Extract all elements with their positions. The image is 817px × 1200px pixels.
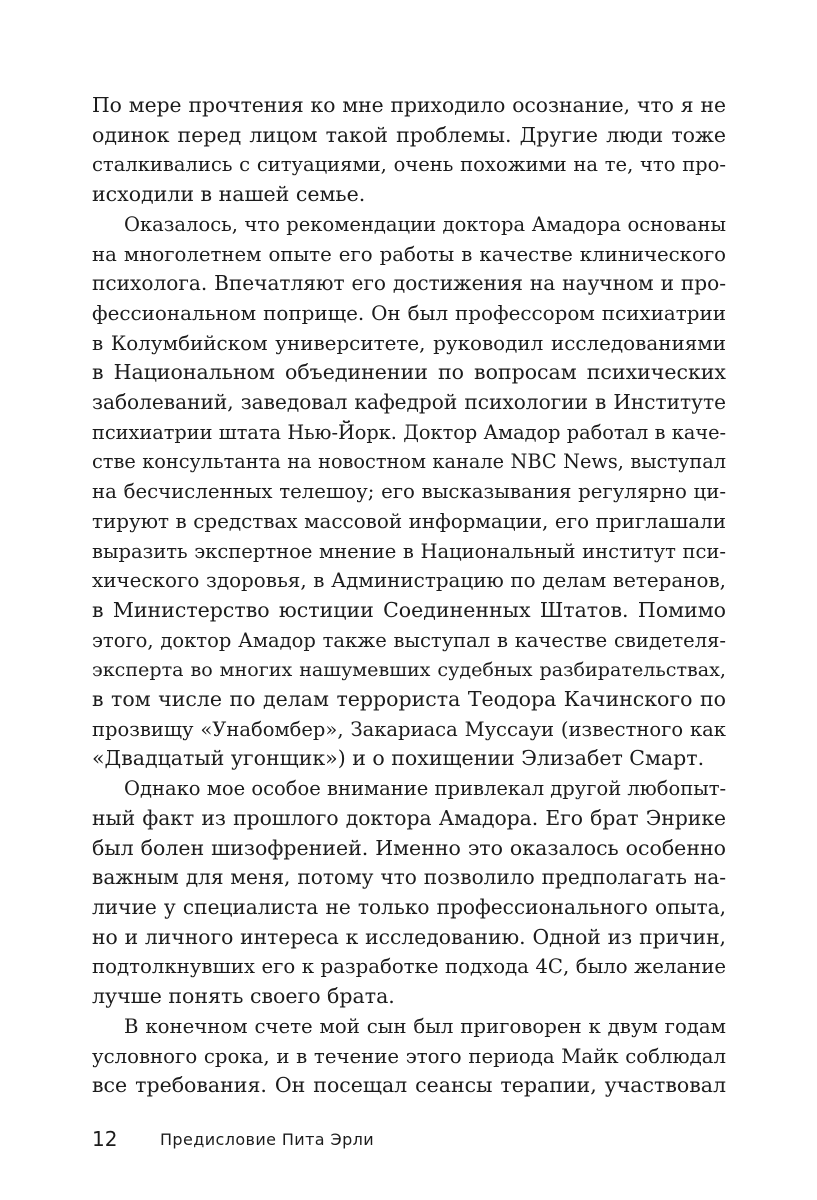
paragraph bbox=[92, 210, 726, 774]
paragraph bbox=[92, 774, 726, 1012]
text-line: важным для меня, потому что позволило предполагать на- bbox=[92, 865, 726, 890]
text-line: на многолетнем опыте его работы в качестве клинического bbox=[92, 242, 726, 266]
text-line: прозвищу «Унабомбер», Закариаса Муссауи (известного как bbox=[92, 717, 726, 741]
paragraph bbox=[92, 91, 726, 210]
text-line: все требования. Он посещал сеансы терапии, участвовал bbox=[92, 1073, 726, 1098]
text-line: в Министерство юстиции Соединенных Штатов. Помимо bbox=[92, 597, 726, 622]
paragraph bbox=[92, 1012, 726, 1101]
text-line: фессиональном поприще. Он был профессором психиатрии bbox=[92, 301, 726, 325]
text-line: но и личного интереса к исследованию. Одной из причин, bbox=[92, 924, 726, 949]
text-line: на бесчисленных телешоу; его высказывания регулярно ци- bbox=[92, 480, 726, 504]
text-line: «Двадцатый угонщик») и о похищении Элизабет Смарт. bbox=[92, 746, 705, 771]
page-number: 12 bbox=[92, 1127, 118, 1151]
text-line: в Колумбийском университете, руководил исследованиями bbox=[92, 331, 726, 355]
text-line: По мере прочтения ко мне приходило осознание, что я не bbox=[92, 93, 726, 117]
text-line: подтолкнувших его к разработке подхода 4С, было желание bbox=[92, 955, 726, 979]
text-line: лучше понять своего брата. bbox=[92, 984, 395, 1009]
text-line: ный факт из прошлого доктора Амадора. Его брат Энрике bbox=[92, 805, 726, 830]
text-line: эксперта во многих нашумевших судебных разбирательствах, bbox=[92, 658, 726, 682]
page-footer bbox=[92, 1126, 726, 1156]
text-line: тируют в средствах массовой информации, его приглашали bbox=[92, 509, 726, 533]
body-text bbox=[92, 91, 726, 1101]
text-line: условного срока, и в течение этого периода Майк соблюдал bbox=[92, 1044, 726, 1068]
running-head: Предисловие Пита Эрли bbox=[160, 1130, 375, 1149]
text-line: этого, доктор Амадор также выступал в качестве свидетеля- bbox=[92, 628, 726, 652]
text-line: в Национальном объединении по вопросам психических bbox=[92, 360, 726, 385]
text-line: личие у специалиста не только профессионального опыта, bbox=[92, 894, 726, 919]
text-line: заболеваний, заведовал кафедрой психологии в Институте bbox=[92, 390, 726, 415]
text-line: в том числе по делам террориста Теодора Качинского по bbox=[92, 687, 726, 712]
text-line: сталкивались с ситуациями, очень похожими на те, что про- bbox=[92, 153, 726, 177]
text-line: был болен шизофренией. Именно это оказалось особенно bbox=[92, 835, 726, 860]
text-line: психолога. Впечатляют его достижения на научном и про- bbox=[92, 271, 726, 296]
text-line: Оказалось, что рекомендации доктора Амадора основаны bbox=[124, 212, 726, 236]
text-line: одинок перед лицом такой проблемы. Другие люди тоже bbox=[92, 122, 726, 147]
text-line: Однако мое особое внимание привлекал другой любопыт- bbox=[124, 777, 727, 801]
text-line: исходили в нашей семье. bbox=[92, 182, 366, 207]
text-line: стве консультанта на новостном канале NBC News, выступал bbox=[92, 450, 726, 474]
text-line: выразить экспертное мнение в Национальный институт пси- bbox=[92, 539, 726, 563]
text-line: хического здоровья, в Администрацию по делам ветеранов, bbox=[92, 569, 726, 593]
text-line: В конечном счете мой сын был приговорен к двум годам bbox=[124, 1014, 726, 1038]
text-line: психиатрии штата Нью-Йорк. Доктор Амадор работал в каче- bbox=[92, 420, 726, 444]
